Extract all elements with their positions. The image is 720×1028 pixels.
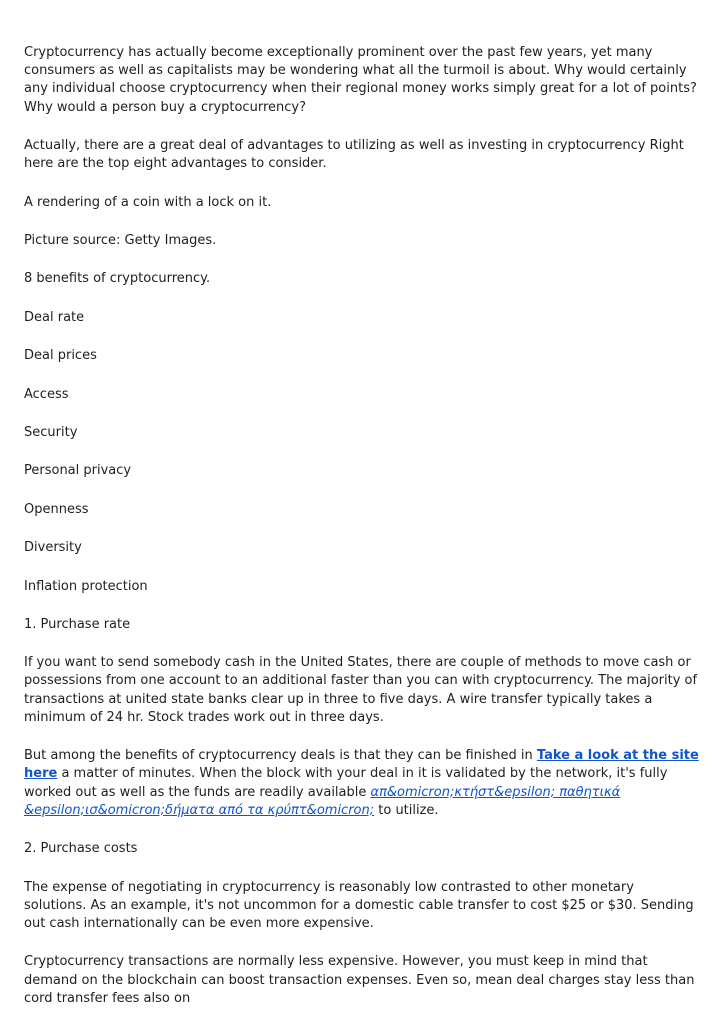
section-2-heading: 2. Purchase costs — [24, 841, 138, 857]
section-2-paragraph-1: The expense of negotiating in cryptocurrency is reasonably low contrasted to other monetary solutions. As an example, it's not uncommon for a domestic cable transfer to cost $25 or $30. Sending out cash internationally can be even more expensive. — [24, 879, 694, 932]
image-source: Picture source: Getty Images. — [24, 232, 217, 248]
benefit-item-privacy: Personal privacy — [24, 463, 132, 479]
section-1-paragraph-2-text-middle: a matter of minutes. When the block with your deal in it is validated by the network, it's fully worked out as well as the funds are readily available — [24, 766, 668, 800]
benefit-item-deal-prices: Deal prices — [24, 348, 97, 364]
section-1-paragraph-1: If you want to send somebody cash in the United States, there are couple of methods to move cash or possessions from one account to an additional faster than you can with cryptocurrency. The majority of transactions at united state banks clear up in three to five days. A wire transfer typically takes a minimum of 24 hr. Stock trades work out in three days. — [24, 655, 698, 725]
section-1-paragraph-2-text-end: to utilize. — [374, 802, 439, 818]
section-1-paragraph-2 — [24, 747, 699, 820]
benefit-item-deal-rate: Deal rate — [24, 309, 85, 325]
section-1-paragraph-2-text-start: But among the benefits of cryptocurrency deals is that they can be finished in — [24, 748, 537, 764]
benefit-item-access: Access — [24, 386, 69, 402]
article-body — [24, 44, 699, 1028]
intro-paragraph-2: Actually, there are a great deal of advantages to utilizing as well as investing in cryptocurrency Right here are the top eight advantages to consider. — [24, 138, 684, 172]
image-caption: A rendering of a coin with a lock on it. — [24, 194, 272, 210]
benefits-list-title: 8 benefits of cryptocurrency. — [24, 271, 211, 287]
benefit-item-inflation: Inflation protection — [24, 578, 148, 594]
section-2-paragraph-2: Cryptocurrency transactions are normally less expensive. However, you must keep in mind that demand on the blockchain can boost transaction expenses. Even so, mean deal charges stay less than cord transfer fees also on — [24, 954, 695, 1006]
benefit-item-openness: Openness — [24, 501, 89, 517]
greek-link[interactable]: απ&omicron;κτήστ&epsilon; παθητικά &epsilon;ισ&omicron;δήματα από τα κρύπτ&omicron; — [24, 784, 621, 818]
intro-paragraph-1: Cryptocurrency has actually become exceptionally prominent over the past few years, yet many consumers as well as capitalists may be wondering what all the turmoil is about. Why would certainly any individual choose cryptocurrency when their regional money works simply great for a lot of points? Why would a person buy a cryptocurrency? — [24, 45, 697, 115]
benefit-item-security: Security — [24, 424, 78, 440]
site-link[interactable]: Take a look at the site here — [24, 748, 699, 782]
benefit-item-diversity: Diversity — [24, 540, 82, 556]
section-1-heading: 1. Purchase rate — [24, 616, 131, 632]
